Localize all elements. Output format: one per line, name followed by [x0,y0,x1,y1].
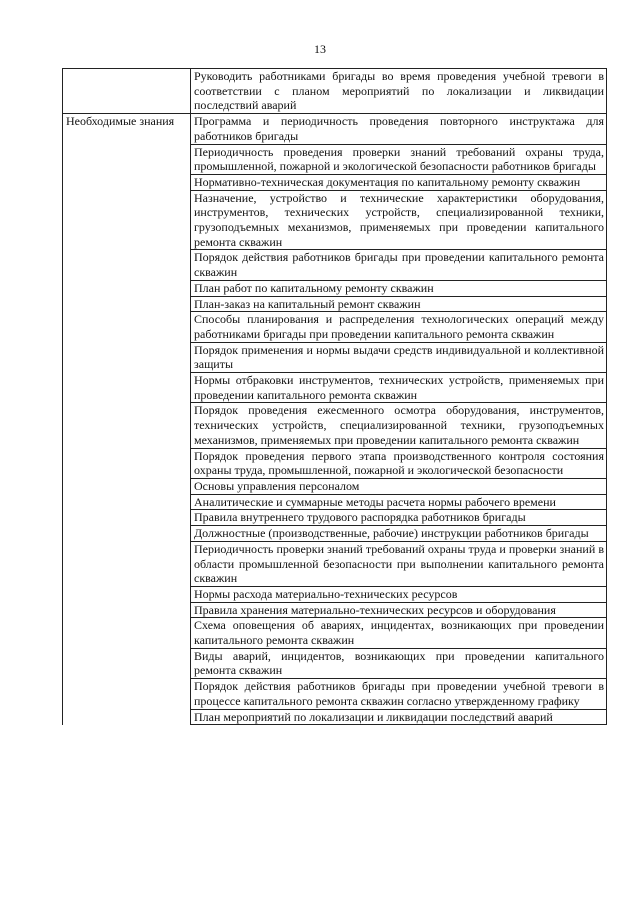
table-row [63,114,607,144]
table-row [63,526,607,542]
table-row-continued [63,69,607,114]
table-row [63,448,607,478]
section-label-continuation [63,602,191,618]
knowledge-item: Нормативно-техническая документация по капитальному ремонту скважин [191,174,607,190]
section-label-continuation [63,510,191,526]
section-label-continuation [63,280,191,296]
section-label-continuation [63,342,191,372]
table-row [63,403,607,448]
knowledge-item: Порядок действия работников бригады при проведении капитального ремонта скважин [191,250,607,280]
table-row [63,342,607,372]
section-label-continuation [63,174,191,190]
table-cell-text: Руководить работниками бригады во время проведения учебной тревоги в соответствии с планом мероприятий по локализации и ликвидации последствий аварий [191,69,607,114]
knowledge-item: Виды аварий, инцидентов, возникающих при проведении капитального ремонта скважин [191,648,607,678]
knowledge-item: Программа и периодичность проведения повторного инструктажа для работников бригады [191,114,607,144]
knowledge-item: Правила хранения материально-технических ресурсов и оборудования [191,602,607,618]
section-label: Необходимые знания [63,114,191,144]
knowledge-item: Периодичность проведения проверки знаний требований охраны труда, промышленной, пожарной и экологической безопасности работников бригады [191,144,607,174]
knowledge-item: План-заказ на капитальный ремонт скважин [191,296,607,312]
knowledge-item: План мероприятий по локализации и ликвидации последствий аварий [191,709,607,725]
table-row [63,373,607,403]
table-row [63,174,607,190]
knowledge-item: Нормы отбраковки инструментов, технических устройств, применяемых при проведении капитального ремонта скважин [191,373,607,403]
table-row [63,144,607,174]
competency-table [62,68,607,725]
section-label-continuation [63,709,191,725]
table-row [63,280,607,296]
knowledge-item: Порядок применения и нормы выдачи средств индивидуальной и коллективной защиты [191,342,607,372]
table-row [63,586,607,602]
section-label-continuation [63,586,191,602]
table-row [63,602,607,618]
knowledge-item: Аналитические и суммарные методы расчета нормы рабочего времени [191,494,607,510]
section-label-continuation [63,144,191,174]
section-label-continuation [63,312,191,342]
knowledge-item: Способы планирования и распределения технологических операций между работниками бригады при проведении капитального ремонта скважин [191,312,607,342]
section-label-continuation [63,190,191,250]
section-label-continuation [63,541,191,586]
section-label-continuation [63,403,191,448]
table-body [63,69,607,725]
table-row [63,679,607,709]
section-label-continuation [63,494,191,510]
section-label-continuation [63,250,191,280]
knowledge-item: Периодичность проверки знаний требований охраны труда и проверки знаний в области промышленной безопасности при выполнении капитального ремонта скважин [191,541,607,586]
table-row [63,296,607,312]
section-label-continuation [63,448,191,478]
knowledge-item: Правила внутреннего трудового распорядка работников бригады [191,510,607,526]
knowledge-item: Назначение, устройство и технические характеристики оборудования, инструментов, технических устройств, специализированной техники, грузоподъемных механизмов, применяемых при проведении капитального ремонта скважин [191,190,607,250]
section-label-continuation [63,679,191,709]
section-label-continuation [63,296,191,312]
section-label-continuation [63,373,191,403]
table-row [63,618,607,648]
knowledge-item: Нормы расхода материально-технических ресурсов [191,586,607,602]
knowledge-item: Порядок проведения ежесменного осмотра оборудования, инструментов, технических устройств, специализированной техники, грузоподъемных механизмов, применяемых при проведении капитального ремонта скважин [191,403,607,448]
table-row [63,510,607,526]
section-label-continuation [63,526,191,542]
table-row [63,312,607,342]
empty-label-cell [63,69,191,114]
table-row [63,648,607,678]
section-label-continuation [63,478,191,494]
table-row [63,190,607,250]
table-row [63,541,607,586]
table-row [63,494,607,510]
knowledge-item: Основы управления персоналом [191,478,607,494]
section-label-continuation [63,618,191,648]
table-row [63,709,607,725]
knowledge-item: Порядок проведения первого этапа производственного контроля состояния охраны труда, промышленной, пожарной и экологической безопасности [191,448,607,478]
table-row [63,250,607,280]
page-number: 13 [314,42,326,56]
knowledge-item: Схема оповещения об авариях, инцидентах, возникающих при проведении капитального ремонта скважин [191,618,607,648]
table-row [63,478,607,494]
knowledge-item: План работ по капитальному ремонту скважин [191,280,607,296]
knowledge-item: Должностные (производственные, рабочие) инструкции работников бригады [191,526,607,542]
section-label-continuation [63,648,191,678]
knowledge-item: Порядок действия работников бригады при проведении учебной тревоги в процессе капитального ремонта скважин согласно утвержденному графику [191,679,607,709]
